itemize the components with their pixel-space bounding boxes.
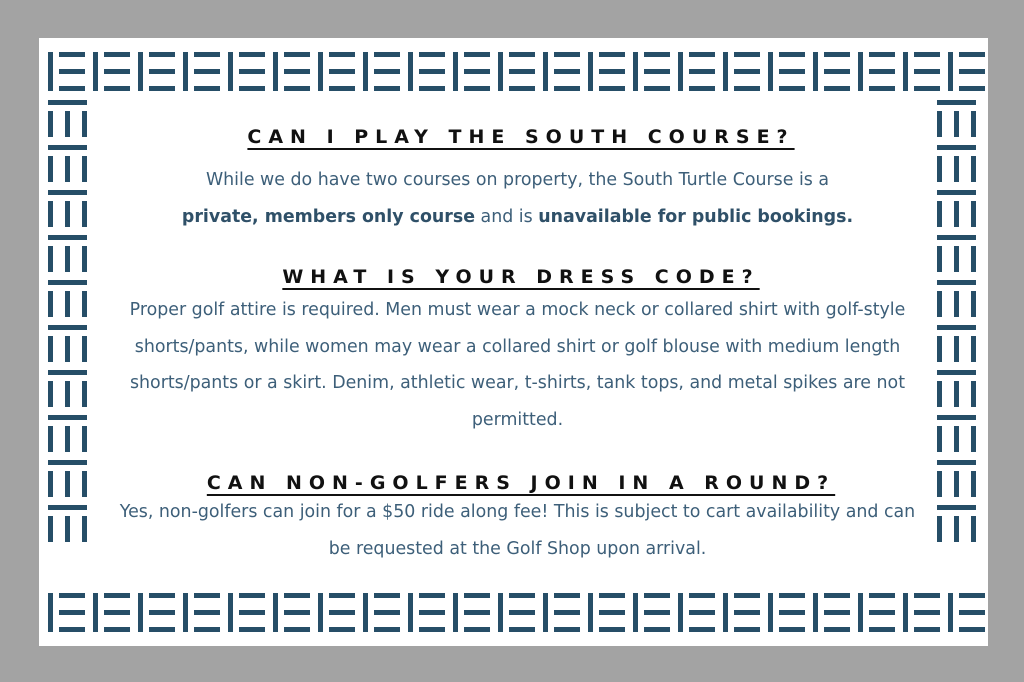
pattern-bar bbox=[689, 610, 715, 615]
pattern-bar bbox=[453, 52, 458, 91]
pattern-bar bbox=[374, 593, 400, 598]
pattern-bar bbox=[48, 460, 87, 465]
pattern-bar bbox=[914, 627, 940, 632]
pattern-bar bbox=[284, 69, 310, 74]
faq-question: CAN I PLAY THE SOUTH COURSE? bbox=[247, 126, 795, 148]
pattern-bar bbox=[813, 52, 818, 91]
pattern-bar bbox=[937, 190, 976, 195]
pattern-bar bbox=[937, 460, 976, 465]
pattern-bar bbox=[937, 336, 942, 362]
pattern-bar bbox=[138, 52, 143, 91]
pattern-bar bbox=[689, 593, 715, 598]
pattern-bar bbox=[633, 593, 638, 632]
pattern-bar bbox=[937, 201, 942, 227]
pattern-bar bbox=[599, 69, 625, 74]
pattern-bar bbox=[59, 69, 85, 74]
pattern-bar bbox=[779, 86, 805, 91]
pattern-bar bbox=[194, 593, 220, 598]
answer-emphasis: private, members only course bbox=[181, 206, 476, 227]
pattern-bar bbox=[149, 86, 175, 91]
answer-text: While we do have two courses on property, the South Turtle Course is a bbox=[205, 170, 830, 190]
pattern-bar bbox=[93, 593, 98, 632]
pattern-bar bbox=[48, 111, 53, 137]
pattern-bar bbox=[93, 52, 98, 91]
pattern-bar bbox=[509, 627, 535, 632]
pattern-bar bbox=[824, 69, 850, 74]
pattern-bar bbox=[48, 325, 87, 330]
pattern-bar bbox=[937, 381, 942, 407]
pattern-bar bbox=[599, 52, 625, 57]
pattern-bar bbox=[678, 593, 683, 632]
pattern-bar bbox=[419, 593, 445, 598]
pattern-bar bbox=[104, 627, 130, 632]
pattern-bar bbox=[329, 627, 355, 632]
pattern-bar bbox=[914, 52, 940, 57]
pattern-bar bbox=[329, 86, 355, 91]
pattern-bar bbox=[194, 86, 220, 91]
pattern-bar bbox=[48, 280, 87, 285]
pattern-bar bbox=[48, 370, 87, 375]
pattern-bar bbox=[149, 52, 175, 57]
faq-section-non-golfers bbox=[109, 472, 926, 567]
pattern-bar bbox=[239, 627, 265, 632]
pattern-bar bbox=[104, 593, 130, 598]
pattern-bar bbox=[464, 593, 490, 598]
pattern-bar bbox=[239, 52, 265, 57]
pattern-bar bbox=[937, 246, 942, 272]
pattern-bar bbox=[937, 145, 976, 150]
pattern-bar bbox=[971, 516, 976, 542]
pattern-bar bbox=[588, 52, 593, 91]
pattern-bar bbox=[82, 516, 87, 542]
pattern-bar bbox=[813, 593, 818, 632]
pattern-bar bbox=[48, 505, 87, 510]
pattern-bar bbox=[869, 610, 895, 615]
pattern-bar bbox=[937, 325, 976, 330]
pattern-bar bbox=[869, 69, 895, 74]
pattern-bar bbox=[239, 69, 265, 74]
pattern-bar bbox=[723, 593, 728, 632]
pattern-bar bbox=[689, 627, 715, 632]
pattern-bar bbox=[194, 69, 220, 74]
faq-question: CAN NON-GOLFERS JOIN IN A ROUND? bbox=[206, 472, 836, 494]
pattern-bar bbox=[183, 593, 188, 632]
pattern-bar bbox=[779, 593, 805, 598]
pattern-bar bbox=[329, 69, 355, 74]
pattern-bar bbox=[329, 52, 355, 57]
pattern-bar bbox=[954, 201, 959, 227]
pattern-bar bbox=[48, 291, 53, 317]
pattern-bar bbox=[509, 610, 535, 615]
pattern-bar bbox=[937, 100, 976, 105]
pattern-bar bbox=[239, 593, 265, 598]
pattern-bar bbox=[82, 381, 87, 407]
pattern-bar bbox=[858, 52, 863, 91]
pattern-bar bbox=[971, 111, 976, 137]
pattern-bar bbox=[104, 69, 130, 74]
pattern-bar bbox=[374, 52, 400, 57]
pattern-bar bbox=[509, 69, 535, 74]
pattern-bar bbox=[554, 610, 580, 615]
pattern-bar bbox=[464, 86, 490, 91]
pattern-bar bbox=[82, 336, 87, 362]
pattern-bar bbox=[284, 593, 310, 598]
pattern-bar bbox=[82, 156, 87, 182]
pattern-bar bbox=[48, 156, 53, 182]
pattern-bar bbox=[599, 86, 625, 91]
pattern-bar bbox=[937, 235, 976, 240]
pattern-bar bbox=[48, 381, 53, 407]
pattern-bar bbox=[689, 69, 715, 74]
pattern-bar bbox=[779, 52, 805, 57]
pattern-bar bbox=[149, 627, 175, 632]
pattern-bar bbox=[824, 52, 850, 57]
pattern-bar bbox=[954, 291, 959, 317]
pattern-bar bbox=[453, 593, 458, 632]
pattern-bar bbox=[914, 593, 940, 598]
pattern-bar bbox=[971, 291, 976, 317]
pattern-bar bbox=[971, 156, 976, 182]
pattern-bar bbox=[59, 52, 85, 57]
pattern-bar bbox=[954, 516, 959, 542]
pattern-bar bbox=[48, 201, 53, 227]
pattern-bar bbox=[183, 52, 188, 91]
pattern-bar bbox=[954, 111, 959, 137]
pattern-bar bbox=[768, 593, 773, 632]
pattern-bar bbox=[824, 86, 850, 91]
pattern-bar bbox=[318, 593, 323, 632]
pattern-bar bbox=[65, 111, 70, 137]
pattern-bar bbox=[937, 426, 942, 452]
pattern-bar bbox=[82, 426, 87, 452]
pattern-bar bbox=[48, 190, 87, 195]
pattern-bar bbox=[948, 52, 953, 91]
pattern-bar bbox=[959, 593, 985, 598]
pattern-bar bbox=[543, 52, 548, 91]
pattern-bar bbox=[239, 610, 265, 615]
pattern-bar bbox=[869, 593, 895, 598]
pattern-bar bbox=[509, 86, 535, 91]
pattern-bar bbox=[59, 610, 85, 615]
pattern-bar bbox=[959, 86, 985, 91]
pattern-bar bbox=[65, 381, 70, 407]
pattern-bar bbox=[971, 426, 976, 452]
pattern-bar bbox=[914, 610, 940, 615]
pattern-bar bbox=[48, 145, 87, 150]
pattern-bar bbox=[464, 52, 490, 57]
pattern-bar bbox=[284, 627, 310, 632]
pattern-bar bbox=[554, 52, 580, 57]
pattern-bar bbox=[779, 610, 805, 615]
pattern-bar bbox=[554, 627, 580, 632]
pattern-bar bbox=[82, 291, 87, 317]
pattern-bar bbox=[149, 610, 175, 615]
pattern-bar bbox=[318, 52, 323, 91]
pattern-bar bbox=[374, 627, 400, 632]
pattern-bar bbox=[971, 201, 976, 227]
pattern-bar bbox=[65, 471, 70, 497]
pattern-bar bbox=[937, 280, 976, 285]
faq-question: WHAT IS YOUR DRESS CODE? bbox=[282, 266, 760, 288]
pattern-bar bbox=[914, 86, 940, 91]
faq-answer: Proper golf attire is required. Men must wear a mock neck or collared shirt with golf-style shorts/pants, while women may wear a collared shirt or golf blouse with medium length shorts/pants or a skirt. Denim, athletic wear, t-shirts, tank tops, and metal spikes are not permitted. bbox=[129, 300, 906, 430]
pattern-bar bbox=[959, 627, 985, 632]
pattern-bar bbox=[273, 593, 278, 632]
pattern-bar bbox=[48, 52, 53, 91]
pattern-bar bbox=[48, 593, 53, 632]
pattern-bar bbox=[959, 69, 985, 74]
pattern-bar bbox=[779, 627, 805, 632]
pattern-bar bbox=[48, 246, 53, 272]
faq-section-dress-code bbox=[109, 266, 926, 438]
pattern-bar bbox=[509, 593, 535, 598]
pattern-bar bbox=[954, 426, 959, 452]
faq-answer bbox=[109, 162, 926, 235]
faq-section-south-course bbox=[109, 126, 926, 235]
pattern-bar bbox=[937, 516, 942, 542]
pattern-bar bbox=[768, 52, 773, 91]
pattern-bar bbox=[948, 593, 953, 632]
pattern-bar bbox=[284, 86, 310, 91]
pattern-bar bbox=[954, 246, 959, 272]
pattern-bar bbox=[284, 610, 310, 615]
pattern-bar bbox=[65, 246, 70, 272]
pattern-bar bbox=[954, 471, 959, 497]
pattern-bar bbox=[734, 86, 760, 91]
pattern-bar bbox=[588, 593, 593, 632]
answer-emphasis: unavailable for public bookings. bbox=[538, 206, 854, 227]
pattern-bar bbox=[599, 627, 625, 632]
pattern-bar bbox=[734, 593, 760, 598]
pattern-bar bbox=[869, 86, 895, 91]
pattern-bar bbox=[48, 235, 87, 240]
pattern-bar bbox=[65, 156, 70, 182]
pattern-bar bbox=[734, 610, 760, 615]
pattern-bar bbox=[48, 336, 53, 362]
pattern-bar bbox=[937, 291, 942, 317]
pattern-bar bbox=[937, 111, 942, 137]
pattern-bar bbox=[937, 415, 976, 420]
pattern-bar bbox=[464, 69, 490, 74]
pattern-bar bbox=[644, 610, 670, 615]
pattern-bar bbox=[194, 610, 220, 615]
pattern-bar bbox=[59, 86, 85, 91]
answer-text: and is bbox=[475, 206, 539, 227]
pattern-bar bbox=[824, 627, 850, 632]
pattern-bar bbox=[194, 627, 220, 632]
pattern-bar bbox=[599, 610, 625, 615]
pattern-bar bbox=[959, 610, 985, 615]
pattern-bar bbox=[239, 86, 265, 91]
pattern-bar bbox=[65, 516, 70, 542]
pattern-bar bbox=[48, 415, 87, 420]
pattern-bar bbox=[82, 201, 87, 227]
pattern-bar bbox=[82, 246, 87, 272]
pattern-bar bbox=[971, 246, 976, 272]
pattern-bar bbox=[543, 593, 548, 632]
pattern-bar bbox=[419, 627, 445, 632]
pattern-bar bbox=[65, 291, 70, 317]
pattern-bar bbox=[228, 593, 233, 632]
pattern-bar bbox=[59, 627, 85, 632]
pattern-bar bbox=[971, 471, 976, 497]
pattern-bar bbox=[104, 610, 130, 615]
pattern-bar bbox=[329, 593, 355, 598]
pattern-bar bbox=[678, 52, 683, 91]
pattern-bar bbox=[644, 69, 670, 74]
pattern-bar bbox=[419, 86, 445, 91]
pattern-bar bbox=[374, 86, 400, 91]
pattern-bar bbox=[954, 381, 959, 407]
pattern-bar bbox=[554, 86, 580, 91]
pattern-bar bbox=[65, 336, 70, 362]
pattern-bar bbox=[48, 471, 53, 497]
pattern-bar bbox=[869, 627, 895, 632]
pattern-bar bbox=[937, 156, 942, 182]
pattern-bar bbox=[329, 610, 355, 615]
faq-card bbox=[39, 38, 988, 646]
pattern-bar bbox=[937, 505, 976, 510]
pattern-bar bbox=[903, 52, 908, 91]
pattern-bar bbox=[363, 593, 368, 632]
pattern-bar bbox=[419, 610, 445, 615]
pattern-bar bbox=[48, 426, 53, 452]
pattern-bar bbox=[228, 52, 233, 91]
pattern-bar bbox=[498, 593, 503, 632]
pattern-bar bbox=[59, 593, 85, 598]
pattern-bar bbox=[363, 52, 368, 91]
pattern-bar bbox=[937, 370, 976, 375]
pattern-bar bbox=[734, 627, 760, 632]
pattern-bar bbox=[824, 593, 850, 598]
pattern-bar bbox=[599, 593, 625, 598]
pattern-bar bbox=[734, 52, 760, 57]
pattern-bar bbox=[194, 52, 220, 57]
pattern-bar bbox=[82, 471, 87, 497]
pattern-bar bbox=[374, 69, 400, 74]
pattern-bar bbox=[734, 69, 760, 74]
pattern-bar bbox=[959, 52, 985, 57]
pattern-bar bbox=[644, 627, 670, 632]
pattern-bar bbox=[149, 69, 175, 74]
pattern-bar bbox=[689, 52, 715, 57]
pattern-bar bbox=[138, 593, 143, 632]
pattern-bar bbox=[509, 52, 535, 57]
pattern-bar bbox=[104, 86, 130, 91]
pattern-bar bbox=[824, 610, 850, 615]
pattern-bar bbox=[48, 100, 87, 105]
pattern-bar bbox=[779, 69, 805, 74]
pattern-bar bbox=[644, 593, 670, 598]
pattern-bar bbox=[104, 52, 130, 57]
pattern-bar bbox=[273, 52, 278, 91]
pattern-bar bbox=[644, 86, 670, 91]
pattern-bar bbox=[954, 156, 959, 182]
pattern-bar bbox=[914, 69, 940, 74]
pattern-bar bbox=[374, 610, 400, 615]
faq-answer: Yes, non-golfers can join for a $50 ride along fee! This is subject to cart availability and can be requested at the Golf Shop upon arrival. bbox=[119, 502, 916, 559]
pattern-bar bbox=[633, 52, 638, 91]
pattern-bar bbox=[408, 52, 413, 91]
pattern-bar bbox=[498, 52, 503, 91]
pattern-bar bbox=[82, 111, 87, 137]
pattern-bar bbox=[554, 593, 580, 598]
pattern-bar bbox=[65, 426, 70, 452]
pattern-bar bbox=[419, 69, 445, 74]
pattern-bar bbox=[869, 52, 895, 57]
pattern-bar bbox=[408, 593, 413, 632]
pattern-bar bbox=[971, 381, 976, 407]
pattern-bar bbox=[954, 336, 959, 362]
pattern-bar bbox=[858, 593, 863, 632]
pattern-bar bbox=[464, 610, 490, 615]
pattern-bar bbox=[464, 627, 490, 632]
pattern-bar bbox=[937, 471, 942, 497]
pattern-bar bbox=[723, 52, 728, 91]
pattern-bar bbox=[149, 593, 175, 598]
pattern-bar bbox=[419, 52, 445, 57]
pattern-bar bbox=[644, 52, 670, 57]
pattern-bar bbox=[48, 516, 53, 542]
pattern-bar bbox=[284, 52, 310, 57]
pattern-bar bbox=[689, 86, 715, 91]
pattern-bar bbox=[65, 201, 70, 227]
pattern-bar bbox=[903, 593, 908, 632]
pattern-bar bbox=[971, 336, 976, 362]
pattern-bar bbox=[554, 69, 580, 74]
